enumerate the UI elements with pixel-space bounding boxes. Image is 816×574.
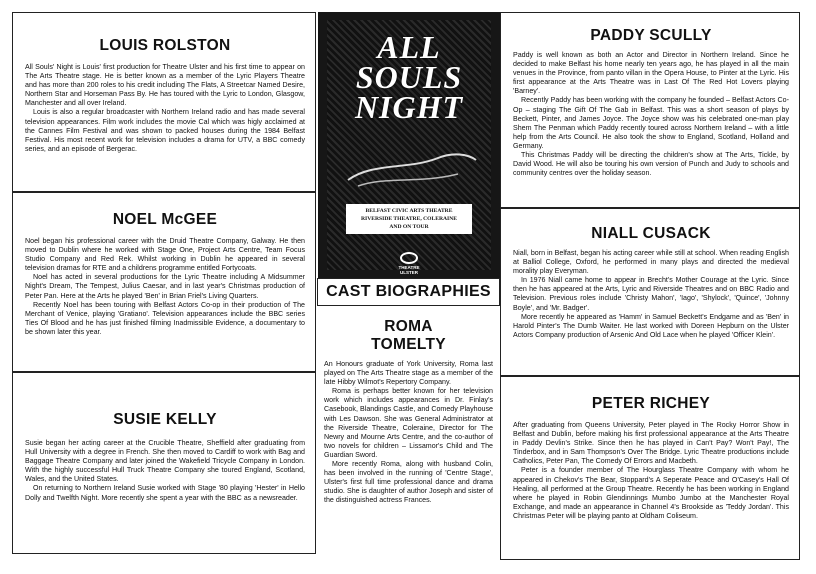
actor-name-line: TOMELTY: [371, 336, 446, 353]
actor-name: PADDY SCULLY: [590, 27, 712, 44]
poster-title: [318, 29, 500, 125]
poster-title-line: ALL: [377, 29, 441, 65]
poster-title-line: SOULS: [355, 59, 463, 95]
actor-name: NOEL McGEE: [112, 211, 218, 228]
actor-name-line: ROMA: [384, 318, 433, 335]
actor-name: PETER RICHEY: [591, 395, 711, 412]
bio-text: [25, 237, 305, 337]
bio-paragraph: More recently Roma, along with husband Colin, has been involved in the running of 'Centre Stage', Ulster's first full time professional dance and drama studio. She is daughter of author Joseph and sister of the distinguished actress Frances.: [324, 460, 493, 505]
bio-peter-richey: [500, 376, 800, 560]
poster-venues: [346, 204, 472, 234]
bio-paragraph: Noel has acted in several productions for the Lyric Theatre including A Midsummer Night's Dream, The Tempest, Julius Caesar, and in last year's Christmas production of Peter Pan. Here at the Arts he played 'Ben' in Brian Friel's Living Quarters.: [25, 273, 305, 300]
logo-mark-icon: [400, 252, 418, 264]
bio-noel-mcgee: [12, 192, 316, 372]
venue-line: RIVERSIDE THEATRE, COLERAINE: [361, 216, 457, 222]
bio-paragraph: All Souls' Night is Louis' first production for Theatre Ulster and his first time to appear on The Arts Theatre stage. He is better known as a member of the Lyric Players Theatre and has more than 200 roles to his credit including The Flats, A Streetcar Named Desire, Northern Star and Horseman Pass By. He has toured with the Lyric to London, Glasgow, Manchester and all over Ireland.: [25, 63, 305, 108]
bio-paragraph: More recently he appeared as 'Hamm' in Samuel Beckett's Endgame and as 'Ben' in Harold Pinter's The Dumb Waiter. He last worked with Doreen Hepburn on the Ulster Actors Company production of Arsenic And Old Lace when he played 'Officer Klein'.: [513, 312, 789, 339]
bio-niall-cusack: [500, 208, 800, 376]
actor-name: SUSIE KELLY: [113, 411, 217, 428]
logo-text: THEATRE ULSTER: [398, 265, 420, 275]
bio-text: [513, 249, 789, 340]
bio-susie-kelly: [12, 372, 316, 554]
actor-name: NIALL CUSACK: [591, 225, 711, 242]
bio-paragraph: In 1976 Niall came home to appear in Brecht's Mother Courage at the Lyric. Since then he has appeared at the Arts, Lyric and Riverside Theatres and on BBC Radio and Television. Previous roles include 'Christy Mahon', 'Iago', 'Shylock', 'Quince', 'Johnny Boyle', and 'Mr. Badger'.: [513, 276, 789, 312]
bio-text: [513, 51, 789, 178]
bio-paragraph: Paddy is well known as both an Actor and Director in Northern Ireland. Since he decided to make Belfast his home nearly ten years ago, he has played in all the main venues in the Province, from panto villan in the Opera House, to Pinter at the Lyric. His first appearance at the Arts Theatre was in Last Of The Red Hot Lovers playing 'Barney'.: [513, 51, 789, 96]
bio-paragraph: Peter is a founder member of The Hourglass Theatre Company with whom he appeared in Chekov's The Bear, Stoppard's A Seperate Peace and O'Casey's Hall Of Healing, all performed at the Group Theatre. Recently he has been working in England where he played in Robin Glendinnings Mumbo Jumbo at the Manchester Royal Exchange, and made an appearance in Channel 4's Brookside as 'Teddy Jordan'. This Christmas Peter will be playing panto at Oldham Coliseum.: [513, 466, 789, 520]
bio-paragraph: After graduating from Queens University, Peter played in The Rocky Horror Show in Belfast and Dublin, before making his first professional appearance at the Arts Theatre in Paddy Devlin's Strike. Since then he has played in Can't Pay? Won't Pay!, The Tinderbox, and in Sam Thompson's Over The Bridge. Lyric Theatre productions include Catholics, Peter Pan, The Comedy Of Errors and Macbeth.: [513, 421, 789, 466]
hand-illustration: [318, 140, 500, 200]
bio-paragraph: Susie began her acting career at the Crucible Theatre, Sheffield after graduating from Hull University with a degree in French. She then moved to Cardiff to work with Bag and Baggage Theatre Company and later joined the Wakefield Tricycle Company in London. With the highly successful Hull Truck Theatre Company she toured England, Scotland, Wales, and the United States.: [25, 439, 305, 484]
theatre-ulster-logo: [392, 252, 426, 275]
section-heading: CAST BIOGRAPHIES: [326, 283, 491, 300]
bio-paragraph: Recently Noel has been touring with Belfast Actors Co-op in their production of The Merchant of Venice, playing 'Gratiano'. Television appearances include the BBC series Ties Of Blood and he has just finished filming Inadmissible Evidence, a documentary to be shown later this year.: [25, 300, 305, 336]
bio-paragraph: Roma is perhaps better known for her television work which includes appearances in Dr. Finlay's Casebook, Blandings Castle, and Comedy Playhouse with Les Dawson. She was General Administrator at the Riverside Theatre, Coleraine, Director for The Newry and Mourne Arts Centre, and the co-author of two novels for children – Lissamor's Child and The Guardian Sword.: [324, 387, 493, 459]
bio-paragraph: Recently Paddy has been working with the company he founded – Belfast Actors Co-Op – staging The Gift Of The Gab in Belfast. This was a short season of plays by Beckett, Pinter, and James Joyce. The Joyce show was his celebrated one-man play Shem The Penman which Paddy recently toured across Northern Ireland – with a little help from the Arts Council. He also took the show to England, Scotland, Holland and Germany.: [513, 96, 789, 150]
bio-paragraph: This Christmas Paddy will be directing the children's show at The Arts, Tickle, by David Wood. He will also be touring his own version of Punch and Judy to schools and community centres over the holiday season.: [513, 151, 789, 178]
venue-line: BELFAST CIVIC ARTS THEATRE: [365, 208, 453, 214]
bio-text: [25, 63, 305, 154]
bio-paragraph: On returning to Northern Ireland Susie worked with Stage '80 playing 'Hester' in Hello Dolly and Twelfth Night. More recently she spent a year with the BBC as a newsreader.: [25, 484, 305, 502]
bio-paragraph: Louis is also a regular broadcaster with Northern Ireland radio and has made several television appearances. Film work includes the movie Cal which was higly acclaimed at the Cannes Film Festival and was shown to packed houses during the 1984 Belfast Festival. His most recent work for television includes a drama for UTV, a BBC comedy series, and an episode of Bergerac.: [25, 108, 305, 153]
bio-louis-rolston: [12, 12, 316, 192]
bio-text: [25, 439, 305, 503]
bio-paragraph: Niall, born in Belfast, began his acting career while still at school. When reading English at Balliol College, Oxford, he performed in many plays and directed the medieval morality play Everyman.: [513, 249, 789, 276]
bio-roma-tomelty: [318, 312, 498, 560]
bio-paddy-scully: [500, 12, 800, 208]
cast-biographies-heading-box: [317, 278, 500, 306]
bio-text: [324, 360, 493, 506]
poster-title-line: NIGHT: [354, 89, 464, 125]
poster-image: [318, 12, 500, 278]
venue-line: AND ON TOUR: [389, 224, 429, 230]
actor-name: [324, 318, 493, 354]
bio-paragraph: Noel began his professional career with the Druid Theatre Company, Galway. He then moved to Dublin where he worked with Stage One, Project Arts Centre, Team Focus Studio Company and Red Rek. Whilst working in Dublin he appeared in several television dramas for RTE and a childrens programme entitled Fortycoats.: [25, 237, 305, 273]
bio-text: [513, 421, 789, 521]
bio-paragraph: An Honours graduate of York University, Roma last played on The Arts Theatre stage as a member of the late Hibby Wilmot's Repertory Company.: [324, 360, 493, 387]
actor-name: LOUIS ROLSTON: [99, 37, 231, 54]
